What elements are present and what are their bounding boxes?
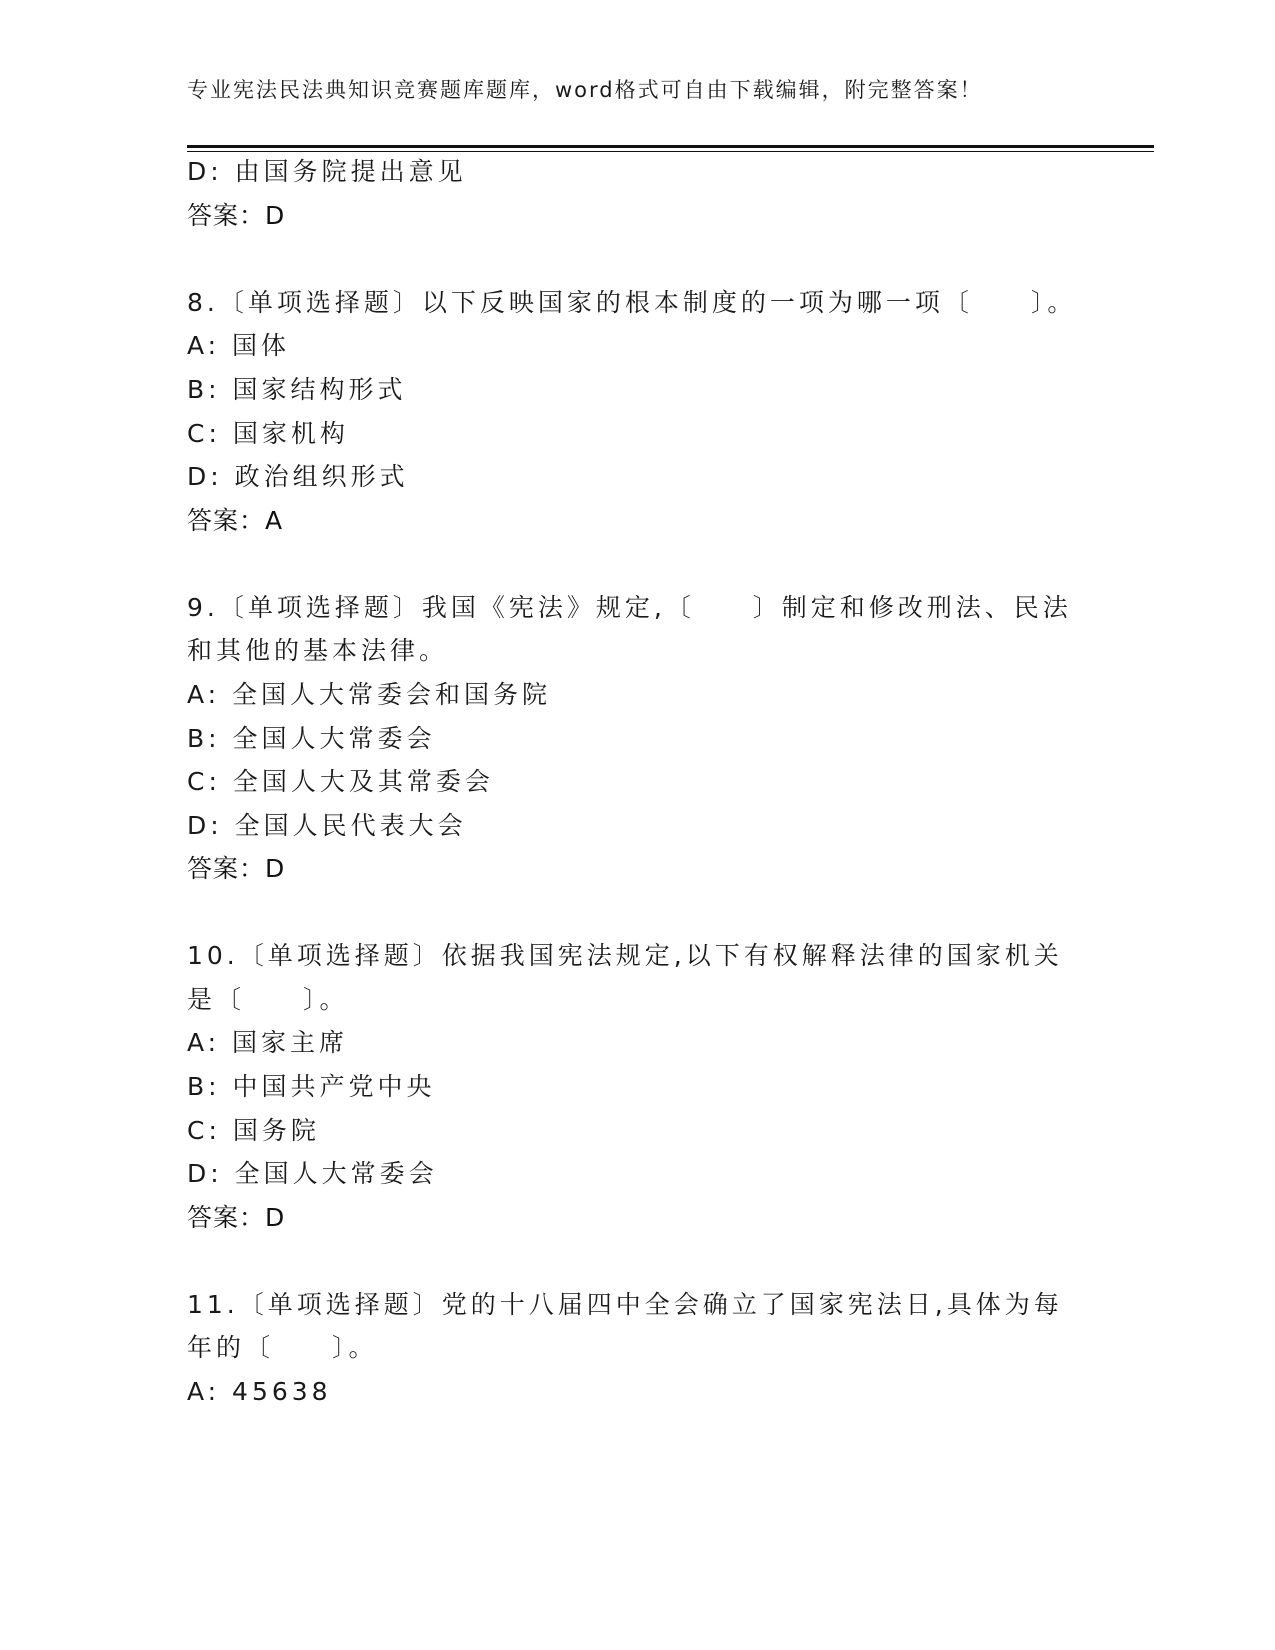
header-divider-thick [187, 145, 1154, 148]
question-10-option-a: A: 国家主席 [187, 1028, 349, 1057]
prev-answer: 答案：D [187, 201, 286, 230]
question-8-option-b: B: 国家结构形式 [187, 375, 407, 404]
prev-option-d: D: 由国务院提出意见 [187, 157, 467, 186]
question-8-option-c: C: 国家机构 [187, 419, 349, 448]
page-header: 专业宪法民法典知识竞赛题库题库，word格式可自由下载编辑，附完整答案！ [187, 78, 983, 102]
question-9-text-line-1: 9.〔单项选择题〕我国《宪法》规定,〔 〕制定和修改刑法、民法 [187, 593, 1072, 622]
question-10-text-line-2: 是〔 〕。 [187, 985, 349, 1014]
question-9-answer: 答案：D [187, 854, 286, 883]
header-divider-thin [187, 151, 1154, 152]
question-8-option-d: D: 政治组织形式 [187, 462, 409, 491]
question-9-option-c: C: 全国人大及其常委会 [187, 767, 494, 796]
question-10-answer: 答案：D [187, 1203, 286, 1232]
question-8-text: 8.〔单项选择题〕以下反映国家的根本制度的一项为哪一项〔 〕。 [187, 288, 1077, 317]
question-9-option-d: D: 全国人民代表大会 [187, 811, 467, 840]
question-10-text-line-1: 10.〔单项选择题〕依据我国宪法规定,以下有权解释法律的国家机关 [187, 941, 1063, 970]
question-9-option-b: B: 全国人大常委会 [187, 724, 436, 753]
question-8-option-a: A: 国体 [187, 331, 291, 360]
question-9-text-line-2: 和其他的基本法律。 [187, 636, 449, 665]
question-9-option-a: A: 全国人大常委会和国务院 [187, 680, 552, 709]
question-8-answer: 答案：A [187, 506, 284, 535]
question-11-text-line-2: 年的〔 〕。 [187, 1333, 378, 1362]
question-10-option-d: D: 全国人大常委会 [187, 1159, 438, 1188]
question-11-text-line-1: 11.〔单项选择题〕党的十八届四中全会确立了国家宪法日,具体为每 [187, 1290, 1063, 1319]
question-10-option-c: C: 国务院 [187, 1116, 320, 1145]
question-11-option-a: A: 45638 [187, 1377, 332, 1406]
question-10-option-b: B: 中国共产党中央 [187, 1072, 436, 1101]
